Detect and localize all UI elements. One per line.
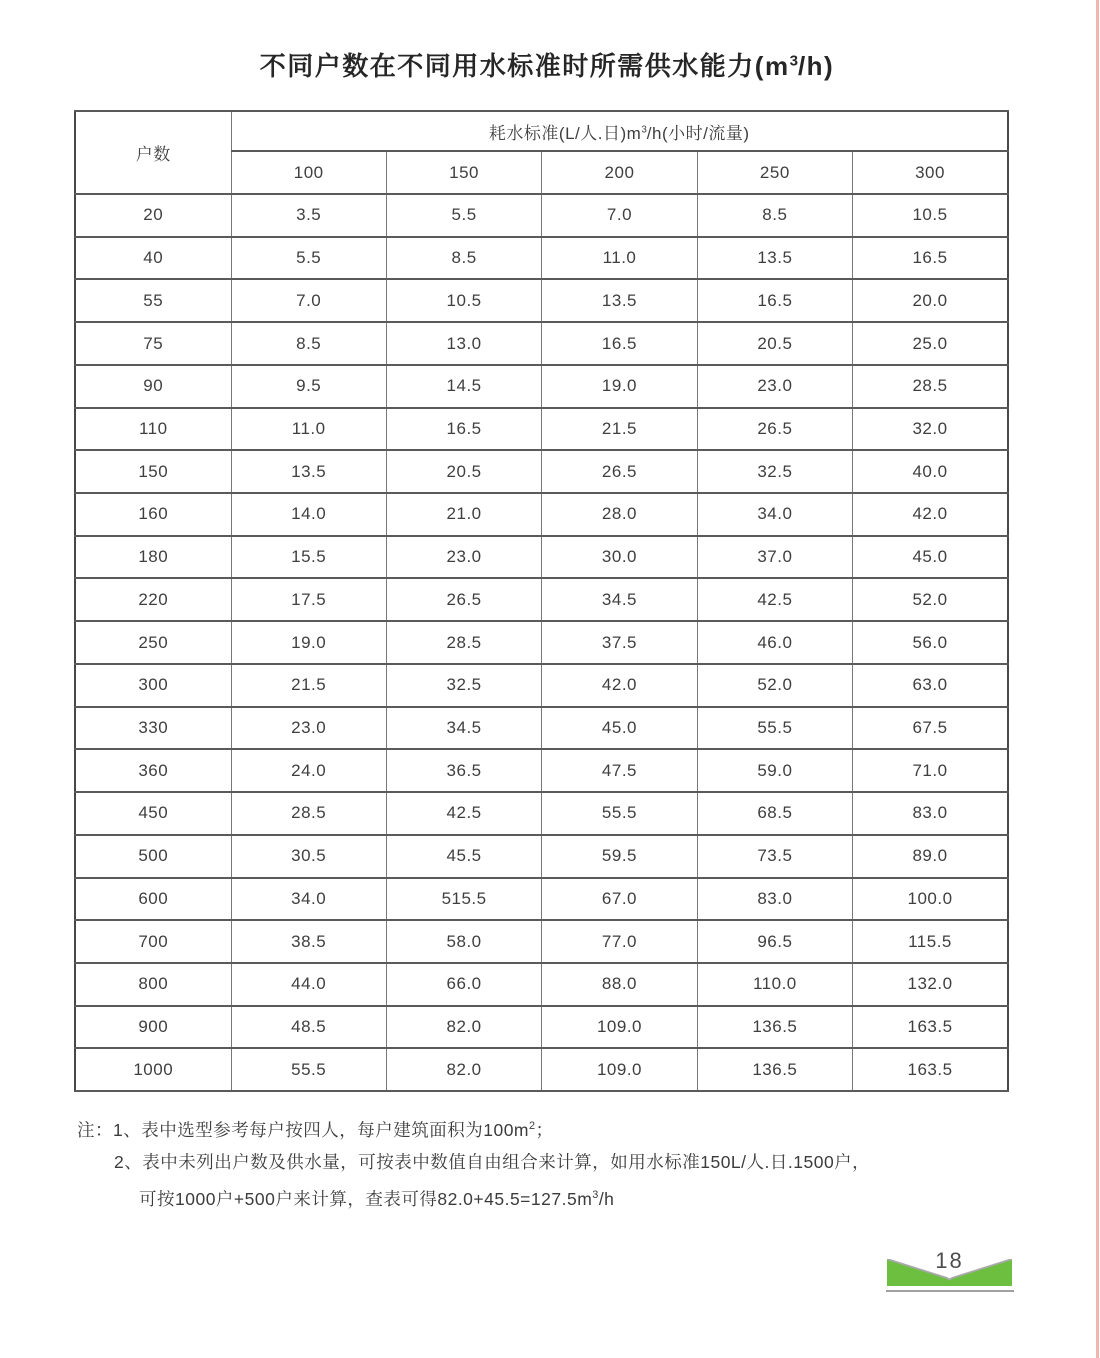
capacity-value-cell: 515.5 [386, 878, 541, 921]
capacity-value-cell: 136.5 [697, 1006, 852, 1049]
page-number: 18 [935, 1248, 964, 1273]
note-text: 1、表中选型参考每户按四人，每户建筑面积为100m [113, 1119, 530, 1140]
notes-block [77, 1110, 937, 1215]
page-edge-pink-line [1096, 0, 1099, 1358]
note-line-2 [77, 1146, 937, 1179]
capacity-value-cell: 59.5 [542, 835, 697, 878]
column-header-250: 250 [697, 151, 852, 194]
capacity-value-cell: 37.0 [697, 536, 852, 579]
capacity-value-cell: 44.0 [231, 963, 386, 1006]
capacity-value-cell: 32.0 [853, 408, 1008, 451]
table-row [75, 408, 1008, 451]
capacity-value-cell: 7.0 [542, 194, 697, 237]
household-count-cell: 360 [75, 749, 231, 792]
capacity-value-cell: 16.5 [697, 279, 852, 322]
capacity-value-cell: 132.0 [853, 963, 1008, 1006]
capacity-value-cell: 23.0 [386, 536, 541, 579]
capacity-value-cell: 13.5 [697, 237, 852, 280]
capacity-value-cell: 55.5 [542, 792, 697, 835]
capacity-value-cell: 89.0 [853, 835, 1008, 878]
capacity-value-cell: 82.0 [386, 1006, 541, 1049]
capacity-value-cell: 5.5 [386, 194, 541, 237]
capacity-value-cell: 19.0 [542, 365, 697, 408]
household-count-cell: 500 [75, 835, 231, 878]
capacity-value-cell: 19.0 [231, 621, 386, 664]
column-header-200: 200 [542, 151, 697, 194]
capacity-value-cell: 14.0 [231, 493, 386, 536]
capacity-value-cell: 163.5 [853, 1048, 1008, 1091]
capacity-value-cell: 20.5 [697, 322, 852, 365]
capacity-value-cell: 16.5 [386, 408, 541, 451]
water-supply-table [74, 110, 1009, 1092]
capacity-value-cell: 25.0 [853, 322, 1008, 365]
capacity-value-cell: 115.5 [853, 920, 1008, 963]
table-row [75, 279, 1008, 322]
capacity-value-cell: 5.5 [231, 237, 386, 280]
note-text: /h [598, 1188, 615, 1209]
capacity-value-cell: 73.5 [697, 835, 852, 878]
capacity-value-cell: 47.5 [542, 749, 697, 792]
table-row [75, 237, 1008, 280]
page-title-superscript: 3 [789, 52, 798, 70]
capacity-value-cell: 38.5 [231, 920, 386, 963]
capacity-value-cell: 28.0 [542, 493, 697, 536]
capacity-value-cell: 21.0 [386, 493, 541, 536]
capacity-value-cell: 48.5 [231, 1006, 386, 1049]
table-header-row-1 [75, 111, 1008, 151]
household-count-cell: 250 [75, 621, 231, 664]
household-count-cell: 55 [75, 279, 231, 322]
capacity-value-cell: 34.0 [231, 878, 386, 921]
capacity-value-cell: 10.5 [386, 279, 541, 322]
household-count-cell: 300 [75, 664, 231, 707]
household-count-cell: 220 [75, 578, 231, 621]
note-text: 可按1000户+500户来计算，查表可得82.0+45.5=127.5m [139, 1188, 593, 1209]
capacity-value-cell: 45.5 [386, 835, 541, 878]
capacity-value-cell: 24.0 [231, 749, 386, 792]
capacity-value-cell: 32.5 [697, 450, 852, 493]
capacity-value-cell: 20.5 [386, 450, 541, 493]
capacity-value-cell: 26.5 [697, 408, 852, 451]
table-row [75, 835, 1008, 878]
household-count-cell: 450 [75, 792, 231, 835]
household-count-cell: 75 [75, 322, 231, 365]
household-count-cell: 180 [75, 536, 231, 579]
table-row [75, 194, 1008, 237]
capacity-value-cell: 11.0 [542, 237, 697, 280]
capacity-value-cell: 58.0 [386, 920, 541, 963]
capacity-value-cell: 11.0 [231, 408, 386, 451]
capacity-value-cell: 13.5 [231, 450, 386, 493]
capacity-value-cell: 83.0 [853, 792, 1008, 835]
table-body [75, 194, 1008, 1091]
table-row [75, 1048, 1008, 1091]
capacity-value-cell: 23.0 [231, 707, 386, 750]
household-count-cell: 600 [75, 878, 231, 921]
household-count-cell: 40 [75, 237, 231, 280]
note-text: ； [535, 1119, 554, 1140]
capacity-value-cell: 55.5 [231, 1048, 386, 1091]
capacity-value-cell: 55.5 [697, 707, 852, 750]
table-row [75, 707, 1008, 750]
table-row [75, 621, 1008, 664]
capacity-value-cell: 8.5 [231, 322, 386, 365]
capacity-value-cell: 26.5 [386, 578, 541, 621]
table-row [75, 792, 1008, 835]
capacity-value-cell: 28.5 [386, 621, 541, 664]
capacity-value-cell: 42.5 [697, 578, 852, 621]
capacity-value-cell: 20.0 [853, 279, 1008, 322]
household-count-cell: 800 [75, 963, 231, 1006]
capacity-value-cell: 42.0 [542, 664, 697, 707]
table-row [75, 536, 1008, 579]
capacity-value-cell: 28.5 [231, 792, 386, 835]
capacity-value-cell: 110.0 [697, 963, 852, 1006]
capacity-value-cell: 67.0 [542, 878, 697, 921]
household-count-cell: 110 [75, 408, 231, 451]
consumption-standard-header [231, 111, 1008, 151]
capacity-value-cell: 15.5 [231, 536, 386, 579]
capacity-value-cell: 30.0 [542, 536, 697, 579]
note-item-3 [139, 1189, 614, 1209]
capacity-value-cell: 34.5 [386, 707, 541, 750]
note-item-1 [113, 1120, 554, 1140]
capacity-value-cell: 37.5 [542, 621, 697, 664]
capacity-value-cell: 13.5 [542, 279, 697, 322]
capacity-value-cell: 66.0 [386, 963, 541, 1006]
household-count-cell: 160 [75, 493, 231, 536]
capacity-value-cell: 136.5 [697, 1048, 852, 1091]
table-row [75, 920, 1008, 963]
table-row [75, 963, 1008, 1006]
consumption-standard-suffix: /h(小时/流量) [646, 123, 750, 143]
capacity-value-cell: 16.5 [542, 322, 697, 365]
household-count-cell: 900 [75, 1006, 231, 1049]
table-row [75, 365, 1008, 408]
column-header-100: 100 [231, 151, 386, 194]
capacity-value-cell: 45.0 [542, 707, 697, 750]
page-title [0, 46, 1094, 83]
household-count-cell: 150 [75, 450, 231, 493]
capacity-value-cell: 7.0 [231, 279, 386, 322]
page-title-suffix: /h) [797, 51, 835, 81]
table-row [75, 1006, 1008, 1049]
capacity-value-cell: 100.0 [853, 878, 1008, 921]
capacity-value-cell: 36.5 [386, 749, 541, 792]
capacity-value-cell: 8.5 [697, 194, 852, 237]
capacity-value-cell: 52.0 [697, 664, 852, 707]
capacity-value-cell: 71.0 [853, 749, 1008, 792]
household-count-cell: 330 [75, 707, 231, 750]
page-marker-underline [886, 1290, 1014, 1292]
capacity-value-cell: 10.5 [853, 194, 1008, 237]
note-line-3 [77, 1179, 937, 1215]
note-text: 2、表中未列出户数及供水量，可按表中数值自由组合来计算，如用水标准150L/人.日.1500户， [114, 1152, 871, 1173]
table-row [75, 878, 1008, 921]
capacity-value-cell: 88.0 [542, 963, 697, 1006]
table-row [75, 493, 1008, 536]
capacity-value-cell: 21.5 [231, 664, 386, 707]
capacity-value-cell: 109.0 [542, 1048, 697, 1091]
capacity-value-cell: 14.5 [386, 365, 541, 408]
note-superscript: 2 [529, 1120, 536, 1132]
capacity-value-cell: 34.0 [697, 493, 852, 536]
capacity-value-cell: 26.5 [542, 450, 697, 493]
capacity-value-cell: 23.0 [697, 365, 852, 408]
table-row [75, 749, 1008, 792]
household-count-cell: 1000 [75, 1048, 231, 1091]
capacity-value-cell: 42.5 [386, 792, 541, 835]
page-number-marker [887, 1248, 1012, 1286]
capacity-value-cell: 52.0 [853, 578, 1008, 621]
capacity-value-cell: 13.0 [386, 322, 541, 365]
note-line-1 [77, 1110, 937, 1146]
notes-label: 注： [77, 1119, 113, 1140]
capacity-value-cell: 40.0 [853, 450, 1008, 493]
capacity-value-cell: 77.0 [542, 920, 697, 963]
capacity-value-cell: 82.0 [386, 1048, 541, 1091]
capacity-value-cell: 56.0 [853, 621, 1008, 664]
capacity-value-cell: 28.5 [853, 365, 1008, 408]
capacity-value-cell: 9.5 [231, 365, 386, 408]
capacity-value-cell: 163.5 [853, 1006, 1008, 1049]
consumption-standard-text: 耗水标准(L/人.日)m [488, 123, 642, 143]
table-row [75, 450, 1008, 493]
capacity-value-cell: 30.5 [231, 835, 386, 878]
capacity-value-cell: 83.0 [697, 878, 852, 921]
capacity-value-cell: 59.0 [697, 749, 852, 792]
capacity-value-cell: 68.5 [697, 792, 852, 835]
capacity-value-cell: 16.5 [853, 237, 1008, 280]
table-row [75, 322, 1008, 365]
capacity-value-cell: 3.5 [231, 194, 386, 237]
household-count-cell: 20 [75, 194, 231, 237]
column-header-150: 150 [386, 151, 541, 194]
table-row [75, 578, 1008, 621]
column-header-300: 300 [853, 151, 1008, 194]
capacity-value-cell: 34.5 [542, 578, 697, 621]
capacity-value-cell: 21.5 [542, 408, 697, 451]
household-count-cell: 90 [75, 365, 231, 408]
households-column-header: 户数 [75, 111, 231, 194]
capacity-value-cell: 96.5 [697, 920, 852, 963]
household-count-cell: 700 [75, 920, 231, 963]
capacity-value-cell: 8.5 [386, 237, 541, 280]
consumption-standard-superscript: 3 [641, 123, 647, 135]
capacity-value-cell: 46.0 [697, 621, 852, 664]
capacity-value-cell: 32.5 [386, 664, 541, 707]
capacity-value-cell: 45.0 [853, 536, 1008, 579]
capacity-value-cell: 17.5 [231, 578, 386, 621]
table-row [75, 664, 1008, 707]
capacity-value-cell: 63.0 [853, 664, 1008, 707]
note-item-2 [114, 1152, 870, 1172]
note-superscript: 3 [592, 1188, 599, 1201]
page-title-text: 不同户数在不同用水标准时所需供水能力(m [259, 51, 790, 81]
capacity-value-cell: 42.0 [853, 493, 1008, 536]
capacity-value-cell: 109.0 [542, 1006, 697, 1049]
capacity-value-cell: 67.5 [853, 707, 1008, 750]
